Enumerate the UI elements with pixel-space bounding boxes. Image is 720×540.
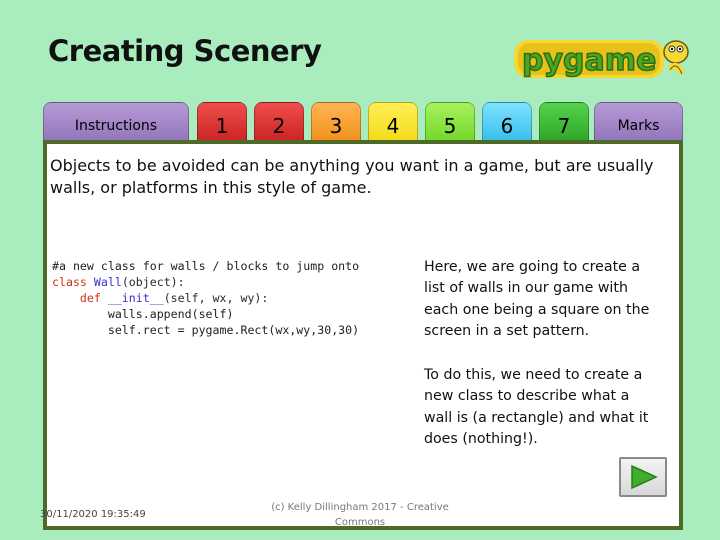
tab-instructions[interactable]: Instructions — [43, 102, 189, 148]
footer-date: 30/11/2020 19:35:49 — [40, 509, 146, 520]
code-line-4: walls.append(self) — [52, 307, 234, 321]
logo-text: pygame — [522, 43, 657, 78]
code-line-5: self.rect = pygame.Rect(wx,wy,30,30) — [52, 323, 360, 337]
code-line-1: #a new class for walls / blocks to jump onto — [52, 259, 360, 273]
tab-marks[interactable]: Marks — [594, 102, 683, 148]
pygame-logo — [512, 30, 692, 84]
code-snippet — [52, 258, 404, 344]
next-button[interactable] — [619, 457, 667, 497]
tab-3[interactable]: 3 — [311, 102, 361, 148]
tab-1[interactable]: 1 — [197, 102, 247, 148]
slide-title: Creating Scenery — [48, 34, 322, 68]
explanation-text-2: To do this, we need to create a new class to describe what a wall is (a rectangle) and what it does (nothing!). — [424, 367, 649, 448]
code-line-3: def __init__(self, wx, wy): — [79, 291, 269, 305]
tab-2[interactable]: 2 — [254, 102, 304, 148]
tab-6[interactable]: 6 — [482, 102, 532, 148]
play-triangle-icon — [628, 464, 658, 490]
tab-7[interactable]: 7 — [539, 102, 589, 148]
tab-4[interactable]: 4 — [368, 102, 418, 148]
explanation-text-1: Here, we are going to create a list of walls in our game with each one being a square on the screen in a set pattern. — [424, 259, 650, 340]
footer-credit: (c) Kelly Dillingham 2017 - Creative Commons — [271, 502, 449, 528]
intro-text: Objects to be avoided can be anything you want in a game, but are usually walls, or platforms in this style of game. — [50, 156, 654, 197]
snake-mascot-icon — [664, 41, 688, 74]
code-line-2: class Wall(object): — [52, 275, 185, 289]
tab-5[interactable]: 5 — [425, 102, 475, 148]
